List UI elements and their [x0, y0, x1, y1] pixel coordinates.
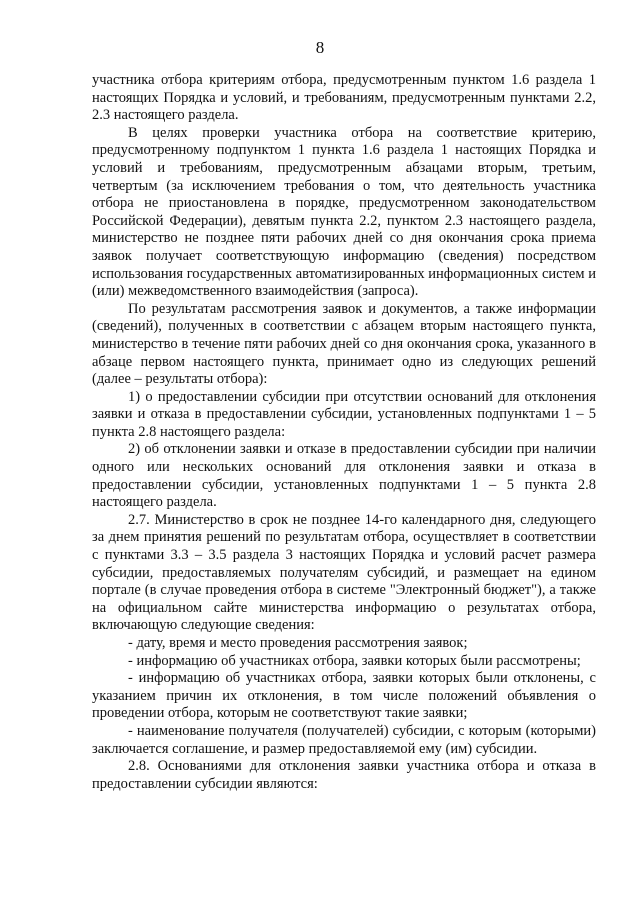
- list-item-recipient: - наименование получателя (получателей) субсидии, с которым (которыми) заключается соглашение, и размер предоставляемой ему (им) субсидии.: [92, 722, 596, 757]
- paragraph-2-7: 2.7. Министерство в срок не позднее 14-го календарного дня, следующего за днем принятия решений по результатам отбора, осуществляет в соответствии с пунктами 3.3 – 3.5 раздела 3 настоящих Порядка и условий расчет размера субсидии, предоставляемых получателям субсидий, и размещает на едином портале (в случае проведения отбора в системе "Электронный бюджет"), а также на официальном сайте министерства информацию о результатах отбора, включающую следующие сведения:: [92, 511, 596, 634]
- paragraph-decision-1: 1) о предоставлении субсидии при отсутствии оснований для отклонения заявки и отказа в предоставлении субсидии, установленных подпунктами 1 – 5 пункта 2.8 настоящего раздела:: [92, 388, 596, 440]
- paragraph-verification: В целях проверки участника отбора на соответствие критерию, предусмотренному подпунктом 1 пункта 1.6 раздела 1 настоящих Порядка и условий и требованиям, предусмотренным абзацами вторым, третьим, четвертым (за исключением требования о том, что деятельность участника отбора не приостановлена в порядке, предусмотренном законодательством Российской Федерации), девятым пункта 2.2, пунктом 2.3 настоящего раздела, министерство не позднее пяти рабочих дней со дня окончания срока приема заявок получает соответствующую информацию (сведения) посредством использования государственных автоматизированных информационных систем и (или) межведомственного взаимодействия (запроса).: [92, 124, 596, 300]
- paragraph-2-8: 2.8. Основаниями для отклонения заявки участника отбора и отказа в предоставлении субсидии являются:: [92, 758, 596, 792]
- list-item-rejected: - информацию об участниках отбора, заявки которых были отклонены, с указанием причин их отклонения, в том числе положений объявления о проведении отбора, которым не соответствуют такие заявки;: [92, 670, 596, 722]
- paragraph-decision-2: 2) об отклонении заявки и отказе в предоставлении субсидии при наличии одного или нескольких оснований для отклонения заявки и отказа в предоставлении субсидии, установленных подпунктами 1 – 5 пункта 2.8 настоящего раздела.: [92, 441, 596, 511]
- list-item-date: - дату, время и место проведения рассмотрения заявок;: [128, 635, 468, 651]
- document-body: [92, 72, 596, 793]
- list-item-reviewed: - информацию об участниках отбора, заявки которых были рассмотрены;: [128, 652, 581, 669]
- page-number: 8: [315, 38, 325, 57]
- paragraph-continuation: участника отбора критериям отбора, предусмотренным пунктом 1.6 раздела 1 настоящих Порядка и условий, и требованиям, предусмотренным пунктами 2.2, 2.3 настоящего раздела.: [92, 72, 596, 124]
- paragraph-results: По результатам рассмотрения заявок и документов, а также информации (сведений), полученных в соответствии с абзацем вторым настоящего пункта, министерство в течение пяти рабочих дней со дня окончания срока, указанного в абзаце первом настоящего пункта, принимает одно из следующих решений (далее – результаты отбора):: [92, 300, 596, 388]
